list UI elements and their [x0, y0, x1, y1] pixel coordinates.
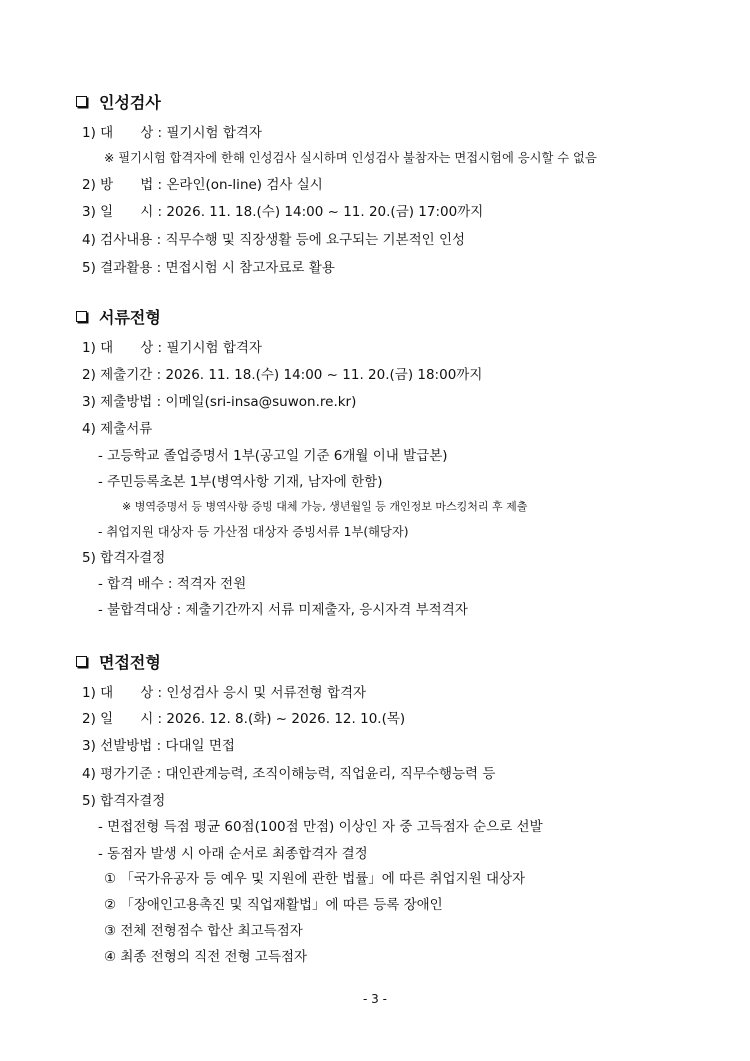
checkbox-square-icon — [76, 311, 87, 322]
section-heading-interview — [76, 650, 161, 673]
list-item: 5) 합격자결정 — [82, 793, 166, 809]
list-item: 2) 방 법 : 온라인(on-line) 검사 실시 — [82, 177, 323, 193]
list-item: 3) 일 시 : 2026. 11. 18.(수) 14:00 ~ 11. 20.(금) 17:00까지 — [82, 204, 484, 220]
list-item: 4) 제출서류 — [82, 421, 153, 437]
list-item: 5) 합격자결정 — [82, 550, 166, 566]
list-item: 3) 선발방법 : 다대일 면접 — [82, 738, 235, 754]
list-item: 1) 대 상 : 필기시험 합격자 — [82, 125, 262, 141]
list-item: 2) 제출기간 : 2026. 11. 18.(수) 14:00 ~ 11. 20.(금) 18:00까지 — [82, 367, 483, 383]
checkbox-square-icon — [76, 96, 87, 107]
checkbox-square-icon — [76, 656, 87, 667]
list-subitem: - 동점자 발생 시 아래 순서로 최종합격자 결정 — [98, 846, 368, 862]
list-subitem: - 고등학교 졸업증명서 1부(공고일 기준 6개월 이내 발급본) — [98, 448, 448, 464]
list-item: 1) 대 상 : 인성검사 응시 및 서류전형 합격자 — [82, 685, 367, 701]
section-heading-personality-test — [76, 90, 161, 113]
list-subitem: - 취업지원 대상자 등 가산점 대상자 증빙서류 1부(해당자) — [98, 525, 409, 539]
numbered-item: ② 「장애인고용촉진 및 직업재활법」에 따른 등록 장애인 — [104, 897, 443, 913]
section-title: 인성검사 — [99, 93, 161, 112]
numbered-item: ① 「국가유공자 등 예우 및 지원에 관한 법률」에 따른 취업지원 대상자 — [104, 871, 526, 887]
numbered-item: ③ 전체 전형점수 합산 최고득점자 — [104, 923, 303, 939]
list-subitem: - 주민등록초본 1부(병역사항 기재, 남자에 한함) — [98, 474, 383, 490]
list-item: 1) 대 상 : 필기시험 합격자 — [82, 340, 262, 356]
list-item: 3) 제출방법 : 이메일(sri-insa@suwon.re.kr) — [82, 394, 357, 410]
note-line: ※ 병역증명서 등 병역사항 증빙 대체 가능, 생년월일 등 개인정보 마스킹처리 후 제출 — [122, 500, 528, 513]
list-item: 4) 평가기준 : 대인관계능력, 조직이해능력, 직업윤리, 직무수행능력 등 — [82, 766, 496, 782]
list-subitem: - 면접전형 득점 평균 60점(100점 만점) 이상인 자 중 고득점자 순으로 선발 — [98, 819, 543, 835]
section-heading-document-screening — [76, 305, 161, 328]
numbered-item: ④ 최종 전형의 직전 전형 고득점자 — [104, 949, 308, 965]
note-line: ※ 필기시험 합격자에 한해 인성검사 실시하며 인성검사 불참자는 면접시험에 응시할 수 없음 — [104, 151, 597, 165]
section-title: 면접전형 — [99, 653, 161, 672]
list-item: 5) 결과활용 : 면접시험 시 참고자료로 활용 — [82, 260, 335, 276]
list-subitem: - 불합격대상 : 제출기간까지 서류 미제출자, 응시자격 부적격자 — [98, 602, 468, 618]
page-number: - 3 - — [363, 992, 387, 1006]
list-item: 2) 일 시 : 2026. 12. 8.(화) ~ 2026. 12. 10.(목) — [82, 711, 406, 727]
section-title: 서류전형 — [99, 308, 161, 327]
list-item: 4) 검사내용 : 직무수행 및 직장생활 등에 요구되는 기본적인 인성 — [82, 232, 466, 248]
list-subitem: - 합격 배수 : 적격자 전원 — [98, 576, 247, 592]
